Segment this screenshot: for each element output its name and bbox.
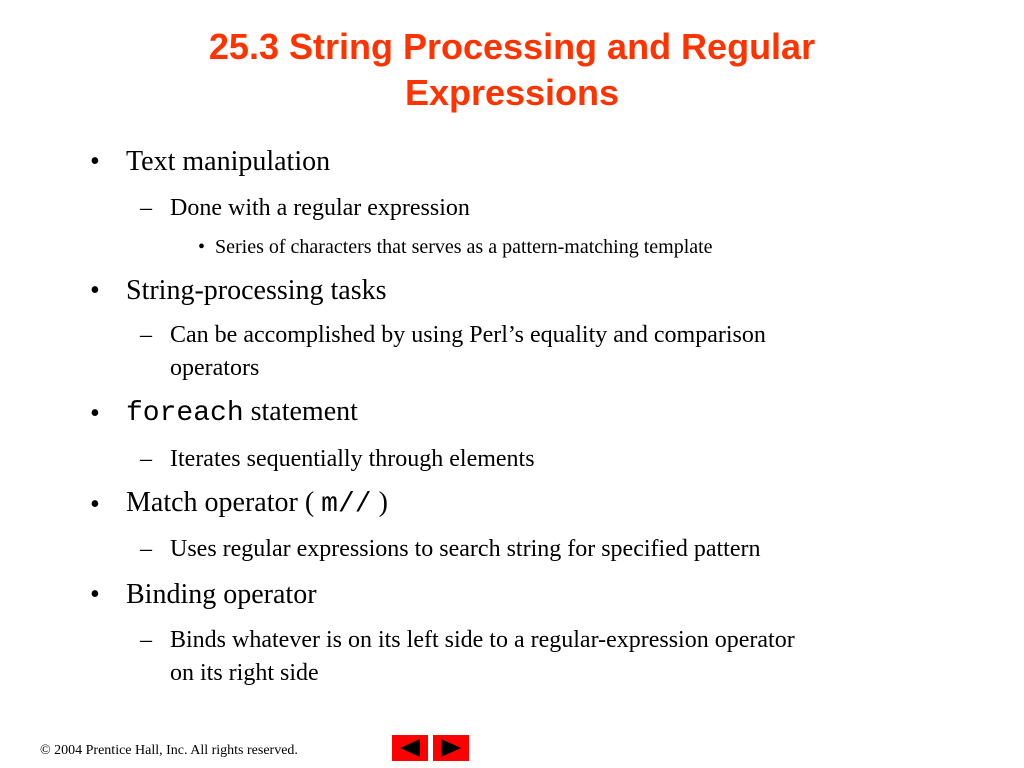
slide-title-line-2: Expressions — [404, 72, 620, 113]
next-slide-button[interactable] — [433, 735, 469, 761]
foreach-code: foreach — [126, 398, 244, 429]
sub-bullet-iterates: Iterates sequentially through elements — [170, 446, 535, 472]
dash-marker: – — [140, 322, 152, 348]
foreach-label: statement — [243, 396, 358, 427]
sub-bullet-line-2: operators — [170, 355, 260, 381]
slide-title-line-1: 25.3 String Processing and Regular — [208, 26, 816, 67]
dash-marker: – — [140, 195, 152, 221]
bullet-marker: • — [90, 489, 100, 520]
sub-bullet-binds — [170, 624, 930, 690]
previous-slide-button[interactable] — [392, 735, 428, 761]
match-operator-label: Match operator ( — [126, 487, 322, 518]
bullet-marker: • — [90, 398, 100, 429]
bullet-marker: • — [90, 275, 100, 306]
previous-slide-arrow-icon — [392, 735, 428, 761]
bullet-binding-operator: Binding operator — [126, 579, 317, 610]
sub-bullet-search-pattern: Uses regular expressions to search string for specified pattern — [170, 536, 761, 562]
bullet-marker: • — [90, 579, 100, 610]
sub-sub-bullet-marker: • — [198, 236, 206, 258]
bullet-foreach-statement — [126, 396, 358, 430]
sub-bullet-regular-expression: Done with a regular expression — [170, 195, 470, 221]
sub-bullet-line-2: on its right side — [170, 660, 319, 686]
bullet-match-operator — [126, 487, 388, 521]
sub-bullet-line-1: Can be accomplished by using Perl’s equality and comparison — [170, 322, 766, 348]
dash-marker: – — [140, 446, 152, 472]
bullet-text-manipulation: Text manipulation — [126, 146, 331, 177]
sub-bullet-equality-operators — [170, 319, 930, 385]
bullet-string-processing-tasks: String-processing tasks — [126, 275, 387, 306]
copyright-footer: © 2004 Prentice Hall, Inc. All rights reserved. — [40, 743, 298, 758]
match-operator-code: m// — [321, 489, 372, 520]
dash-marker: – — [140, 536, 152, 562]
sub-sub-bullet-pattern-template: Series of characters that serves as a pattern-matching template — [215, 236, 713, 258]
sub-bullet-line-1: Binds whatever is on its left side to a regular-expression operator — [170, 627, 795, 653]
bullet-marker: • — [90, 146, 100, 177]
slide-title — [60, 24, 964, 116]
dash-marker: – — [140, 627, 152, 653]
next-slide-arrow-icon — [433, 735, 469, 761]
match-operator-close: ) — [371, 487, 388, 518]
